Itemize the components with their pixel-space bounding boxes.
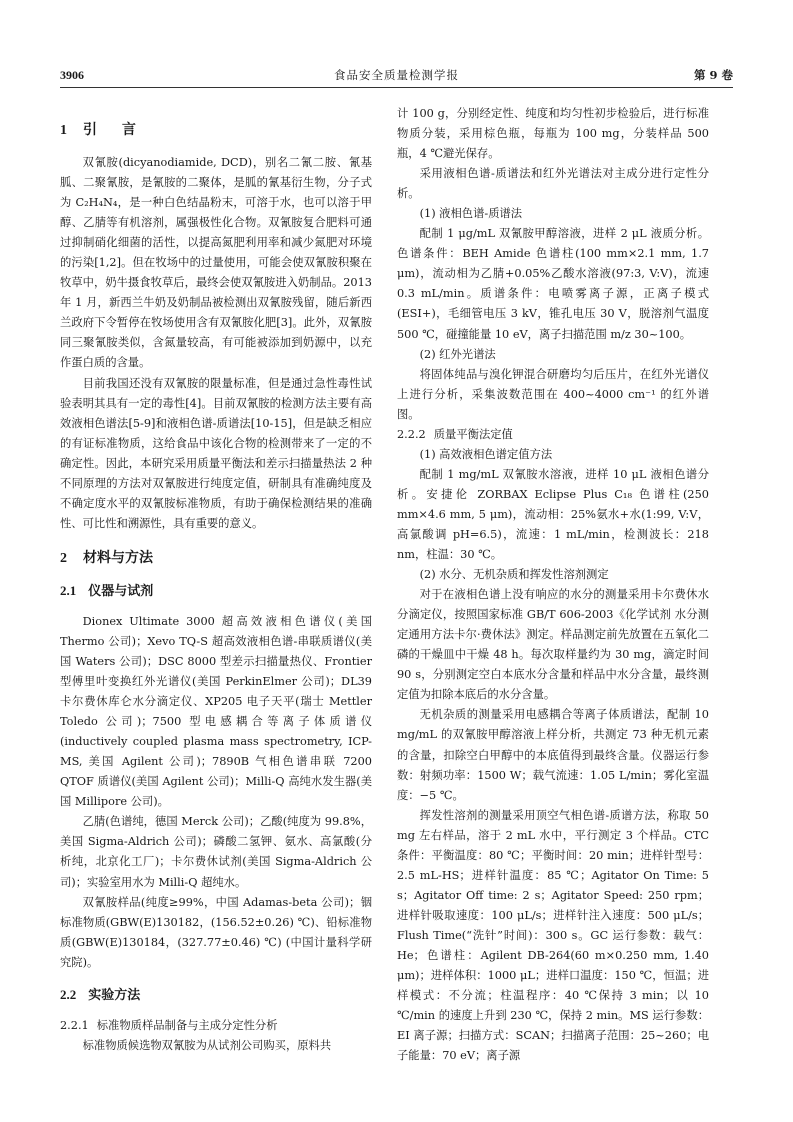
paragraph: 标准物质候选物双氰胺为从试剂公司购买，原料共: [82, 1038, 332, 1052]
paragraph: 将固体纯品与溴化钾混合研磨均匀后压片，在红外光谱仪上进行分析，采集波数范围在 400~4000 cm⁻¹ 的红外谱图。: [397, 367, 709, 421]
subsubsection-title: 标准物质样品制备与主成分定性分析: [96, 1018, 278, 1032]
subsubsection-number: 2.2.2: [397, 427, 426, 441]
paragraph: 乙腈(色谱纯，德国 Merck 公司)；乙酸(纯度为 99.8%，美国 Sigma-Aldrich 公司)；磷酸二氢钾、氨水、高氯酸(分析纯，北京化工厂)；卡尔费休试剂(美国 Sigma-Aldrich 公司)；实验室用水为 Milli-Q 超纯水。: [60, 815, 372, 889]
subsubsection-title: 质量平衡法定值: [433, 427, 513, 441]
paragraph: 对于在液相色谱上没有响应的水分的测量采用卡尔费休水分滴定仪，按照国家标准 GB/T 606-2003《化学试剂 水分测定通用方法卡尔·费休法》测定。样品测定前先放置在五氧化二磷的干燥皿中干燥 48 h。每次取样量约为 30 mg，滴定时间 90 s，分别测定空白本底水分含量和样品中水分含量，最终测定值为扣除本底后的水分含量。: [397, 588, 709, 702]
paragraph: 配制 1 mg/mL 双氰胺水溶液，进样 10 μL 液相色谱分析。安捷伦 ZORBAX Eclipse Plus C₁₈ 色谱柱(250 mm×4.6 mm, 5 μm)，流动相：25%氨水+水(1:99, V:V，高氯酸调 pH=6.5)，流速：1 mL/min，检测波长：218 nm，柱温：30 ℃。: [397, 467, 709, 562]
right-column: [397, 104, 709, 1066]
method-heading: (1) 高效液相色谱定值方法: [419, 447, 553, 461]
paragraph: 无机杂质的测量采用电感耦合等离子体质谱法，配制 10 mg/mL 的双氰胺甲醇溶液上样分析，共测定 73 种无机元素的含量，扣除空白甲醇中的本底值得到最终含量。仪器运行参数：射频功率：1500 W；载气流速：1.05 L/min；雾化室温度：−5 ℃。: [397, 708, 709, 802]
header-rule: [60, 87, 733, 88]
section-title: 材料与方法: [83, 549, 153, 566]
subsection-heading-2-2: [60, 985, 372, 1006]
paragraph: 计 100 g，分别经定性、纯度和均匀性初步检验后，进行标准物质分装，采用棕色瓶，每瓶为 100 mg，分装样品 500 瓶，4 ℃避光保存。: [397, 107, 709, 161]
left-column: [60, 112, 372, 1056]
paragraph: 配制 1 μg/mL 双氰胺甲醇溶液，进样 2 μL 液质分析。色谱条件：BEH Amide 色谱柱(100 mm×2.1 mm, 1.7 μm)，流动相为乙腈+0.05%乙酸水溶液(97:3, V:V)，流速 0.3 mL/min。质谱条件：电喷雾离子源，正离子模式(ESI+)，毛细管电压 3 kV，锥孔电压 30 V，脱溶剂气温度 500 ℃，碰撞能量 10 eV，离子扫描范围 m/z 30~100。: [397, 227, 709, 341]
volume-label: 第 9 卷: [693, 68, 733, 82]
subsubsection-heading-2-2-2: [397, 425, 709, 445]
section-number: 1: [60, 123, 67, 138]
paragraph: 双氰胺(dicyanodiamide, DCD)，别名二氰二胺、氰基胍、二聚氰胺，是氰胺的二聚体，是胍的氰基衍生物，分子式为 C₂H₄N₄，是一种白色结晶粉末，可溶于水，也可以溶于甲醇、乙腈等有机溶剂，属强极性化合物。双氰胺复合肥料可通过抑制硝化细菌的活性，以提高氮肥利用率和减少氮肥对环境的污染[1,2]。但在牧场中的过量使用，可能会使双氰胺积聚在牧草中，奶牛摄食牧草后，最终会使双氰胺进入奶制品。2013 年 1 月，新西兰牛奶及奶制品被检测出双氰胺残留，随后新西兰政府下令暂停在牧场使用含有双氰胺化肥[3]。此外，双氰胺同三聚氰胺类似，含氮量较高，有可能被添加到奶源中，以充作蛋白质的含量。: [60, 156, 372, 370]
subsubsection-number: 2.2.1: [60, 1018, 89, 1032]
subsubsection-heading-2-2-1: [60, 1016, 372, 1036]
section-heading-2: [60, 548, 372, 569]
method-heading: (2) 红外光谱法: [419, 347, 496, 361]
paragraph: Dionex Ultimate 3000 超高效液相色谱仪(美国 Thermo 公司)；Xevo TQ-S 超高效液相色谱-串联质谱仪(美国 Waters 公司)；DSC 8000 型差示扫描量热仪、Frontier 型傅里叶变换红外光谱仪(美国 PerkinElmer 公司)；DL39 卡尔费休库仑水分滴定仪、XP205 电子天平(瑞士 Mettler Toledo 公司)；7500 型电感耦合等离子体质谱仪(inductively coupled plasma mass spectrometry, ICP-MS, 美国 Agilent 公司)；7890B 气相色谱串联 7200 QTOF 质谱仪(美国 Agilent 公司)；Milli-Q 高纯水发生器(美国 Millipore 公司)。: [60, 614, 372, 809]
method-heading: (2) 水分、无机杂质和挥发性溶剂测定: [419, 568, 609, 582]
paragraph: 双氰胺样品(纯度≥99%，中国 Adamas-beta 公司)；铟标准物质(GBW(E)130182，(156.52±0.26) ℃)、铅标准物质(GBW(E)130184，(327.77±0.46) ℃) (中国计量科学研究院)。: [60, 895, 372, 969]
subsection-title: 仪器与试剂: [88, 583, 154, 599]
section-title: 引 言: [83, 122, 146, 138]
journal-title: 食品安全质量检测学报: [334, 68, 459, 82]
subsection-number: 2.2: [60, 986, 77, 1002]
section-number: 2: [60, 550, 67, 566]
subsection-title: 实验方法: [88, 987, 141, 1003]
subsection-heading-2-1: [60, 581, 372, 602]
paragraph: 目前我国还没有双氰胺的限量标准，但是通过急性毒性试验表明其具有一定的毒性[4]。目前双氰胺的检测方法主要有高效液相色谱法[5-9]和液相色谱-质谱法[10-15]，但是缺乏相应的有证标准物质，这给食品中该化合物的检测带来了一定的不确定性。因此，本研究采用质量平衡法和差示扫描量热法 2 种不同原理的方法对双氰胺进行纯度定值，研制具有准确纯度及不确定度水平的双氰胺标准物质，有助于确保检测结果的准确性、可比性和溯源性，具有重要的意义。: [60, 376, 372, 530]
paragraph: 挥发性溶剂的测量采用顶空气相色谱-质谱方法，称取 50 mg 左右样品，溶于 2 mL 水中，平行测定 3 个样品。CTC 条件：平衡温度：80 ℃；平衡时间：20 min；进样针型号：2.5 mL-HS；进样针温度：85 ℃；Agitator On Time: 5 s；Agitator Off time: 2 s；Agitator Speed: 250 rpm；进样针吸取速度：100 μL/s；进样针注入速度：500 μL/s；Flush Time(“洗针”时间)：300 s。GC 运行参数：载气：He；色谱柱：Agilent DB-264(60 m×0.250 mm, 1.40 μm)；进样体积：1000 μL；进样口温度：150 ℃，恒温；进样模式：不分流；柱温程序：40 ℃保持 3 min；以 10 ℃/min 的速度上升到 230 ℃，保持 2 min。MS 运行参数：EI 离子源；扫描方式：SCAN；扫描离子范围：25~260；电子能量：70 eV；离子源: [397, 808, 709, 1063]
method-heading: (1) 液相色谱-质谱法: [419, 207, 523, 221]
paragraph: 采用液相色谱-质谱法和红外光谱法对主成分进行定性分析。: [397, 167, 709, 201]
section-heading-1: [60, 120, 372, 141]
running-header: [60, 66, 733, 84]
subsection-number: 2.1: [60, 582, 77, 598]
page-number: 3906: [60, 68, 84, 82]
